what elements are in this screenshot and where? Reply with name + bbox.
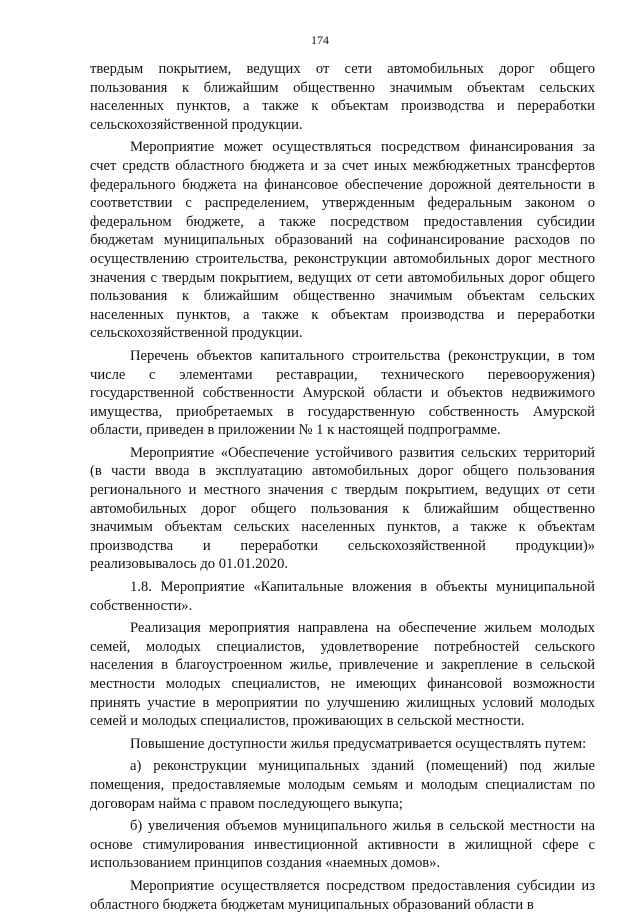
paragraph-housing-purpose: Реализация мероприятия направлена на обеспечение жильем молодых семей, молодых специалистов, удовлетворение потребностей сельского населения в благоустроенном жилье, привлечение и закрепление в сельской местности молодых специалистов, не имеющих финансовой возможности принять участие в мероприятии по улучшению жилищных условий молодых семей и молодых специалистов, проживающих в сельской местности. (90, 620, 595, 730)
page-number: 174 (311, 33, 329, 47)
paragraph-continuation: твердым покрытием, ведущих от сети автомобильных дорог общего пользования к ближайшим общественно значимым объектам сельских населенных пунктов, а также к объектам производства и переработки сельскохозяйственной продукции. (90, 61, 595, 133)
list-item-b: б) увеличения объемов муниципального жилья в сельской местности на основе стимулирования инвестиционной активности в жилищной сфере с использованием принципов создания «наемных домов». (90, 818, 595, 872)
section-heading-1-8: 1.8. Мероприятие «Капитальные вложения в объекты муниципальной собственности». (90, 579, 595, 614)
paragraph-subsidy: Мероприятие осуществляется посредством предоставления субсидии из областного бюджета бюджетам муниципальных образований области в (90, 877, 595, 913)
paragraph-capital-objects-list: Перечень объектов капитального строительства (реконструкции, в том числе с элементами реставрации, технического перевооружения) государственной собственности Амурской области и объектов недвижимого имущества, приобретаемых в государственную собственность Амурской области, приведен в приложении № 1 к настоящей подпрограмме. (90, 347, 595, 439)
paragraph-financing: Мероприятие может осуществляться посредством финансирования за счет средств областного бюджета и за счет иных межбюджетных трансфертов федерального бюджета на финансовое обеспечение дорожной деятельности в соответствии с распределением, утвержденным федеральным законом о федеральном бюджете, а также посредством предоставления субсидии бюджетам муниципальных образований на софинансирование расходов по осуществлению строительства, реконструкции автомобильных дорог местного значения с твердым покрытием, ведущих от сети автомобильных дорог общего пользования к ближайшим общественно значимым объектам сельских населенных пунктов, а также к объектам производства и переработки сельскохозяйственной продукции. (90, 139, 595, 342)
document-body (90, 60, 595, 914)
list-item-a: а) реконструкции муниципальных зданий (помещений) под жилые помещения, предоставляемые молодым семьям и молодым специалистам по договорам найма с правом последующего выкупа; (90, 758, 595, 812)
paragraph-housing-methods: Повышение доступности жилья предусматривается осуществлять путем: (130, 735, 587, 752)
paragraph-rural-development: Мероприятие «Обеспечение устойчивого развития сельских территорий (в части ввода в эксплуатацию автомобильных дорог общего пользования регионального и местного значения с твердым покрытием, ведущих от сети автомобильных дорог общего пользования к ближайшим общественно значимым объектам сельских населенных пунктов, а также к объектам производства и переработки сельскохозяйственной продукции)» реализовывалось до 01.01.2020. (90, 444, 595, 573)
